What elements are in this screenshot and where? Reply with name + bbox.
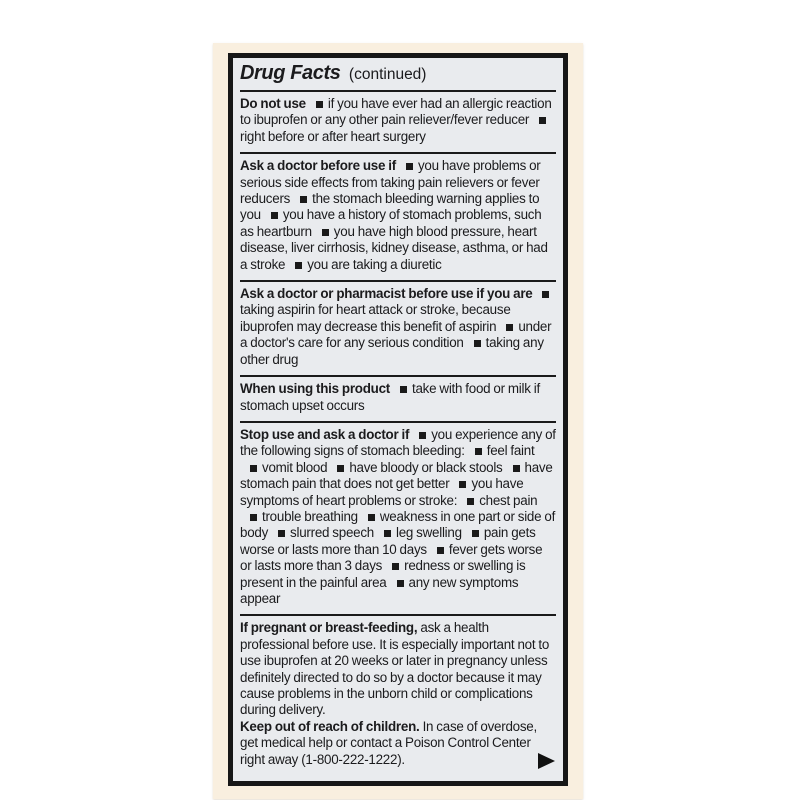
bullet-square-icon <box>300 196 307 203</box>
package-panel <box>213 43 583 799</box>
bullet-square-icon <box>397 580 404 587</box>
bullet-square-icon <box>316 101 323 108</box>
bullet-square-icon <box>250 465 257 472</box>
bullet-square-icon <box>406 163 413 170</box>
label-section <box>240 421 556 614</box>
text-run: weakness in one part or side of body <box>240 508 556 541</box>
bullet-square-icon <box>419 432 426 439</box>
text-run: the stomach bleeding warning applies to you <box>240 191 540 223</box>
label-section <box>240 375 556 421</box>
text-run: take with food or milk if stomach upset occurs <box>240 381 540 413</box>
text-run: any new symptoms appear <box>240 574 519 606</box>
bullet-square-icon <box>459 481 466 488</box>
bold-run: When using this product <box>240 381 391 397</box>
text-run: have stomach pain that does not get better <box>240 459 553 492</box>
text-run: if you have ever had an allergic reaction to ibuprofen or any other pain reliever/fever reducer <box>240 96 552 128</box>
bullet-square-icon <box>475 448 482 455</box>
text-run: slurred speech <box>290 525 374 541</box>
label-section <box>240 280 556 375</box>
label-sections <box>240 90 556 775</box>
text-run: you have symptoms of heart problems or stroke: <box>240 476 524 508</box>
text-run: ask a health professional before use. It is especially important not to use ibuprofen at 20 weeks or later in pregnancy unless definitely directed to do so by a doctor because it may cause problems in the unborn child or complications during delivery. <box>240 620 550 718</box>
section-paragraph <box>240 620 556 718</box>
bullet-square-icon <box>295 262 302 269</box>
bullet-square-icon <box>322 229 329 236</box>
text-run: feel faint <box>486 443 535 459</box>
bullet-square-icon <box>337 465 344 472</box>
bold-run: Keep out of reach of children. <box>240 718 420 734</box>
bold-run: Stop use and ask a doctor if <box>240 426 410 442</box>
text-run: trouble breathing <box>262 508 358 524</box>
text-run: you have high blood pressure, heart disease, liver cirrhosis, kidney disease, asthma, or had a stroke <box>240 223 548 272</box>
bullet-square-icon <box>437 547 444 554</box>
label-section <box>240 614 556 775</box>
text-run: In case of overdose, get medical help or contact a Poison Control Center right away (1-800-222-1222). <box>240 718 537 767</box>
label-section <box>240 90 556 152</box>
drug-facts-title: Drug Facts <box>240 62 341 84</box>
text-run: fever gets worse or lasts more than 3 days <box>240 541 543 574</box>
continued-note: (continued) <box>348 66 427 83</box>
bold-run: Ask a doctor before use if <box>240 158 396 174</box>
bullet-square-icon <box>250 514 257 521</box>
text-run: you have a history of stomach problems, such as heartburn <box>240 207 542 239</box>
bullet-square-icon <box>384 530 391 537</box>
bullet-square-icon <box>539 117 546 124</box>
text-run: vomit blood <box>262 459 328 475</box>
bullet-square-icon <box>271 212 278 219</box>
text-run: you are taking a diuretic <box>307 256 442 272</box>
text-run: pain gets worse or lasts more than 10 days <box>240 525 536 557</box>
bullet-square-icon <box>400 386 407 393</box>
bullet-square-icon <box>472 530 479 537</box>
text-run: have bloody or black stools <box>349 459 503 475</box>
text-run: right before or after heart surgery <box>240 128 426 144</box>
bullet-square-icon <box>474 340 481 347</box>
section-paragraph <box>240 719 556 768</box>
text-run: you have problems or serious side effects from taking pain relievers or fever reducers <box>240 158 541 207</box>
text-run: taking any other drug <box>240 335 544 367</box>
text-run: redness or swelling is present in the painful area <box>240 558 526 590</box>
bold-run: Do not use <box>240 96 306 111</box>
continue-arrow-icon <box>538 753 555 769</box>
bold-run: If pregnant or breast-feeding, <box>240 620 418 636</box>
text-run: under a doctor's care for any serious condition <box>240 318 552 351</box>
drug-facts-label <box>228 53 568 786</box>
bold-run: Ask a doctor or pharmacist before use if you are <box>240 286 533 302</box>
bullet-square-icon <box>542 291 549 298</box>
bullet-square-icon <box>467 498 474 505</box>
bullet-square-icon <box>392 563 399 570</box>
text-run: you experience any of the following signs of stomach bleeding: <box>240 426 556 459</box>
text-run: taking aspirin for heart attack or stroke, because ibuprofen may decrease this benefit of aspirin <box>240 302 511 334</box>
bullet-square-icon <box>506 324 513 331</box>
bullet-square-icon <box>368 514 375 521</box>
section-paragraph <box>240 96 556 145</box>
bullet-square-icon <box>278 530 285 537</box>
section-paragraph <box>240 158 556 273</box>
section-paragraph <box>240 427 556 607</box>
label-title-bar <box>240 60 556 90</box>
label-section <box>240 152 556 280</box>
section-paragraph <box>240 381 556 414</box>
section-paragraph <box>240 286 556 368</box>
text-run: leg swelling <box>395 525 462 541</box>
bullet-square-icon <box>513 465 520 472</box>
text-run: chest pain <box>479 492 538 508</box>
